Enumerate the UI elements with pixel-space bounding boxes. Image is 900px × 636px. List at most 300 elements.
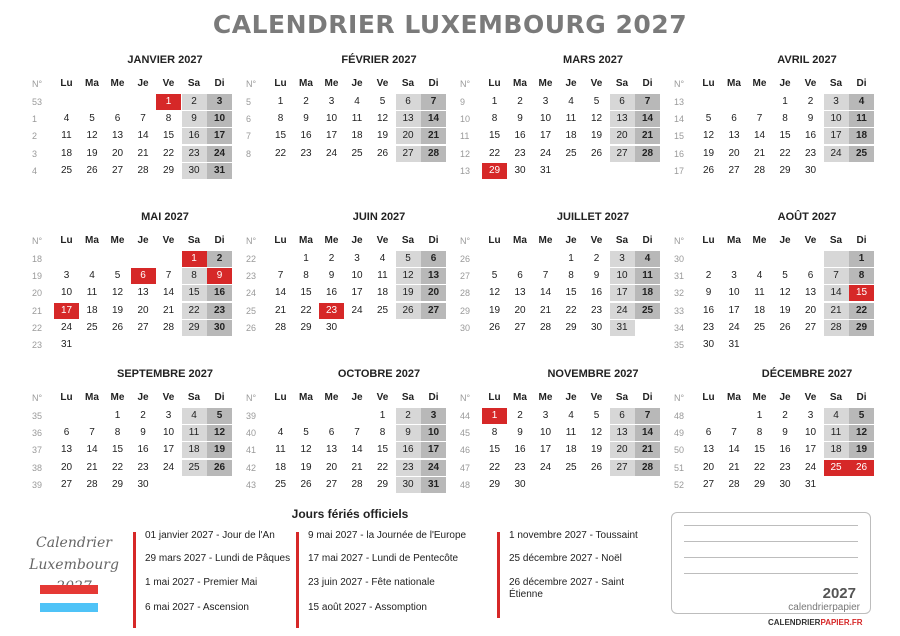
day-cell: 12 — [849, 425, 874, 441]
day-cell: 21 — [274, 304, 287, 316]
day-cell: 28 — [635, 146, 660, 162]
day-cell: 7 — [731, 427, 737, 439]
holiday-item: 01 janvier 2027 - Jour de l'An — [145, 530, 275, 541]
week-number: 48 — [674, 411, 685, 421]
day-cell: 28 — [162, 321, 175, 333]
day-cell: 10 — [207, 111, 232, 127]
day-cell: 20 — [137, 304, 149, 316]
empty-day-cell — [80, 408, 105, 424]
day-cell: 25 — [565, 147, 577, 159]
weekday-header: Je — [779, 235, 791, 246]
weekday-header: Ve — [590, 235, 603, 246]
empty-day-cell — [559, 163, 584, 179]
day-cell: 9 — [303, 113, 309, 125]
day-cell: 1 — [491, 96, 498, 107]
day-cell: 21 — [635, 442, 660, 458]
month-title: NOVEMBRE 2027 — [547, 368, 639, 380]
day-cell: 3 — [807, 410, 814, 421]
weekday-header: Sa — [401, 235, 415, 246]
day-cell: 22 — [488, 147, 501, 159]
day-cell: 2 — [328, 253, 335, 264]
week-number: 23 — [32, 340, 43, 350]
empty-day-cell — [80, 337, 105, 353]
day-cell: 5 — [207, 408, 232, 424]
day-cell: 5 — [593, 410, 600, 421]
day-cell: 29 — [565, 321, 577, 333]
day-cell: 19 — [111, 304, 124, 316]
day-cell: 29 — [753, 478, 766, 490]
day-cell: 17 — [539, 130, 552, 142]
week-number: 37 — [32, 445, 43, 456]
day-cell: 3 — [824, 94, 849, 110]
weekday-header: Ma — [299, 235, 313, 246]
day-cell: 5 — [849, 408, 874, 424]
week-number: 46 — [460, 445, 471, 456]
empty-day-cell — [635, 477, 660, 493]
week-number: 25 — [246, 305, 257, 316]
day-cell: 7 — [635, 94, 660, 110]
day-cell: 18 — [376, 287, 389, 299]
holiday-item: 9 mai 2027 - la Journée de l'Europe — [308, 530, 467, 541]
holiday-item: 29 mars 2027 - Lundi de Pâques — [145, 553, 291, 564]
note-line — [684, 525, 858, 526]
week-number: 35 — [32, 411, 43, 421]
day-cell: 21 — [753, 147, 766, 159]
month-title: DÉCEMBRE 2027 — [761, 368, 853, 380]
day-cell: 1 — [277, 96, 284, 107]
weekday-header: Lu — [274, 78, 287, 89]
week-number: 7 — [246, 131, 252, 142]
weekday-header: Je — [565, 392, 577, 403]
day-cell: 2 — [182, 94, 207, 110]
holiday-item: 6 mai 2027 - Ascension — [145, 602, 249, 613]
month-title: JUILLET 2027 — [556, 211, 630, 223]
week-number: 31 — [674, 271, 685, 282]
day-cell: 6 — [63, 427, 70, 439]
day-cell: 16 — [514, 444, 526, 456]
week-number: 21 — [32, 305, 43, 316]
week-number-header: N° — [246, 236, 257, 246]
day-cell: 25 — [376, 304, 389, 316]
day-cell: 5 — [396, 251, 421, 267]
month-title: SEPTEMBRE 2027 — [117, 368, 213, 380]
month-title: FÉVRIER 2027 — [341, 54, 417, 66]
day-cell: 3 — [421, 408, 446, 424]
weekday-header: Ma — [513, 392, 527, 403]
day-cell: 8 — [277, 113, 284, 125]
day-cell: 18 — [565, 444, 577, 456]
weekday-header: Lu — [488, 235, 501, 246]
day-cell: 15 — [488, 130, 501, 142]
empty-day-cell — [508, 251, 533, 267]
day-cell: 1 — [114, 410, 121, 421]
day-cell: 31 — [728, 339, 740, 350]
week-number: 27 — [460, 271, 471, 282]
day-cell: 23 — [514, 461, 526, 473]
week-number-header: N° — [32, 393, 43, 403]
day-cell: 28 — [274, 321, 287, 333]
day-cell: 11 — [351, 113, 363, 125]
day-cell: 2 — [517, 96, 523, 107]
day-cell: 12 — [702, 130, 715, 142]
week-number: 12 — [460, 148, 471, 159]
day-cell: 21 — [635, 128, 660, 144]
day-cell: 25 — [182, 460, 207, 476]
day-cell: 28 — [351, 478, 363, 490]
month-block — [460, 368, 660, 518]
empty-day-cell — [207, 337, 232, 353]
day-cell: 26 — [86, 164, 98, 176]
week-number-header: N° — [460, 236, 471, 246]
day-cell: 27 — [728, 164, 740, 176]
day-cell: 1 — [379, 410, 386, 421]
day-cell: 3 — [542, 410, 549, 421]
day-cell: 4 — [568, 410, 574, 421]
day-cell: 18 — [824, 442, 849, 458]
day-cell: 31 — [421, 477, 446, 493]
day-cell: 12 — [590, 113, 603, 125]
day-cell: 12 — [779, 287, 791, 299]
week-number: 24 — [246, 288, 257, 299]
day-cell: 15 — [162, 130, 175, 142]
day-cell: 30 — [779, 478, 791, 490]
weekday-header: Di — [214, 78, 225, 89]
holiday-item: 26 décembre 2027 - Saint Étienne — [509, 577, 625, 600]
day-cell: 31 — [60, 339, 73, 350]
day-cell: 22 — [753, 461, 766, 473]
day-cell: 28 — [137, 164, 149, 176]
empty-day-cell — [824, 163, 849, 179]
day-cell: 17 — [207, 128, 232, 144]
week-number-header: N° — [674, 236, 685, 246]
month-block — [674, 368, 874, 518]
empty-day-cell — [849, 163, 874, 179]
weekday-header: Di — [428, 78, 439, 89]
day-cell: 1 — [303, 253, 309, 264]
day-cell: 24 — [824, 146, 849, 162]
day-cell: 21 — [728, 461, 740, 473]
day-cell: 2 — [140, 410, 146, 421]
day-cell: 14 — [753, 130, 766, 142]
day-cell: 23 — [779, 461, 791, 473]
month-block — [32, 54, 232, 204]
day-cell: 6 — [610, 94, 635, 110]
month-block — [246, 368, 446, 518]
day-cell: 19 — [849, 442, 874, 458]
empty-day-cell — [268, 408, 293, 424]
day-cell: 13 — [60, 444, 73, 456]
day-cell: 8 — [568, 270, 574, 282]
day-cell: 25 — [86, 321, 98, 333]
weekday-header: Sa — [829, 235, 843, 246]
day-cell: 14 — [635, 425, 660, 441]
day-cell: 24 — [728, 321, 740, 333]
week-number: 15 — [674, 131, 685, 142]
day-cell: 20 — [111, 147, 124, 159]
weekday-header: Je — [137, 235, 149, 246]
day-cell: 30 — [702, 339, 715, 350]
day-cell: 12 — [488, 287, 501, 299]
flag-stripe-white — [40, 594, 98, 603]
day-cell: 14 — [728, 444, 740, 456]
day-cell: 7 — [824, 268, 849, 284]
day-cell: 22 — [162, 147, 175, 159]
day-cell: 10 — [539, 113, 552, 125]
day-cell: 19 — [488, 304, 501, 316]
weekday-header: Di — [214, 392, 225, 403]
empty-day-cell — [80, 94, 105, 110]
day-cell: 30 — [207, 320, 232, 336]
day-cell: 3 — [731, 270, 737, 282]
day-cell: 10 — [824, 111, 849, 127]
week-number: 26 — [460, 254, 471, 264]
day-cell: 15 — [274, 130, 287, 142]
weekday-header: Me — [538, 392, 553, 403]
day-cell: 22 — [111, 461, 124, 473]
day-cell: 16 — [804, 130, 817, 142]
day-cell: 17 — [54, 303, 79, 319]
weekday-header: Ve — [376, 78, 389, 89]
day-cell: 26 — [488, 321, 501, 333]
holiday-column-bar — [497, 532, 500, 618]
day-cell: 22 — [182, 303, 207, 319]
month-block — [674, 211, 874, 361]
empty-day-cell — [696, 408, 721, 424]
day-cell: 16 — [207, 285, 232, 301]
day-cell: 12 — [111, 287, 124, 299]
empty-day-cell — [345, 320, 370, 336]
weekday-header: Sa — [401, 78, 415, 89]
day-cell: 11 — [824, 425, 849, 441]
day-cell: 26 — [702, 164, 715, 176]
week-number: 8 — [246, 148, 252, 159]
week-number: 23 — [246, 271, 257, 282]
day-cell: 19 — [396, 285, 421, 301]
week-number: 1 — [32, 114, 38, 125]
empty-day-cell — [747, 337, 772, 353]
empty-day-cell — [849, 337, 874, 353]
weekday-header: Sa — [401, 392, 415, 403]
day-cell: 19 — [590, 444, 603, 456]
day-cell: 18 — [635, 285, 660, 301]
week-number-header: N° — [460, 79, 471, 89]
day-cell: 14 — [162, 287, 175, 299]
holiday-column-bar — [296, 532, 299, 628]
day-cell: 16 — [590, 287, 603, 299]
day-cell: 4 — [824, 408, 849, 424]
day-cell: 15 — [376, 444, 389, 456]
month-block — [246, 54, 446, 204]
day-cell: 21 — [351, 461, 363, 473]
empty-day-cell — [156, 251, 181, 267]
empty-day-cell — [54, 94, 79, 110]
day-cell: 4 — [277, 427, 284, 439]
empty-day-cell — [182, 477, 207, 493]
day-cell: 23 — [702, 321, 715, 333]
holidays-title: Jours fériés officiels — [291, 507, 409, 521]
weekday-header: Me — [752, 78, 767, 89]
day-cell: 6 — [114, 113, 121, 125]
weekday-header: Ma — [727, 392, 741, 403]
day-cell: 3 — [165, 410, 172, 421]
week-number: 17 — [674, 165, 685, 176]
day-cell: 30 — [137, 478, 149, 490]
day-cell: 20 — [728, 147, 740, 159]
day-cell: 9 — [517, 427, 523, 439]
day-cell: 14 — [421, 111, 446, 127]
day-cell: 10 — [162, 427, 175, 439]
day-cell: 5 — [114, 270, 121, 282]
brand-logo-red: PAPIER.FR — [820, 618, 863, 627]
day-cell: 20 — [325, 461, 338, 473]
day-cell: 1 — [568, 253, 574, 264]
day-cell: 24 — [207, 146, 232, 162]
month-title: AVRIL 2027 — [777, 54, 837, 66]
week-number: 43 — [246, 479, 257, 490]
weekday-header: Di — [856, 78, 867, 89]
weekday-header: Ma — [299, 78, 313, 89]
weekday-header: Je — [779, 392, 791, 403]
day-cell: 11 — [849, 111, 874, 127]
day-cell: 18 — [565, 130, 577, 142]
weekday-header: Lu — [274, 392, 287, 403]
day-cell: 26 — [849, 460, 874, 476]
empty-day-cell — [533, 477, 558, 493]
weekday-header: Lu — [702, 78, 715, 89]
day-cell: 24 — [539, 461, 552, 473]
day-cell: 4 — [756, 270, 763, 282]
day-cell: 8 — [165, 113, 172, 125]
day-cell: 26 — [590, 147, 603, 159]
weekday-header: Di — [428, 392, 439, 403]
day-cell: 27 — [137, 321, 149, 333]
day-cell: 16 — [325, 287, 338, 299]
day-cell: 15 — [849, 285, 874, 301]
day-cell: 27 — [702, 478, 715, 490]
day-cell: 5 — [89, 113, 95, 125]
day-cell: 23 — [319, 303, 344, 319]
empty-day-cell — [722, 408, 747, 424]
week-number: 22 — [246, 254, 257, 264]
note-line — [684, 541, 858, 542]
weekday-header: Sa — [187, 392, 201, 403]
week-number: 41 — [246, 445, 257, 456]
empty-day-cell — [773, 251, 798, 267]
day-cell: 28 — [421, 146, 446, 162]
weekday-header: Sa — [829, 78, 843, 89]
weekday-header: Ve — [162, 235, 175, 246]
weekday-header: Di — [856, 235, 867, 246]
week-number: 39 — [246, 411, 257, 421]
day-cell: 13 — [137, 287, 149, 299]
day-cell: 2 — [593, 253, 600, 264]
day-cell: 14 — [635, 111, 660, 127]
day-cell: 22 — [274, 147, 287, 159]
day-cell: 19 — [376, 130, 389, 142]
day-cell: 2 — [782, 410, 788, 421]
holiday-item: 1 mai 2027 - Premier Mai — [145, 577, 258, 588]
day-cell: 28 — [635, 460, 660, 476]
week-number: 50 — [674, 445, 685, 456]
day-cell: 10 — [421, 425, 446, 441]
day-cell: 10 — [60, 287, 73, 299]
weekday-header: Ma — [513, 78, 527, 89]
day-cell: 24 — [162, 461, 175, 473]
weekday-header: Ve — [590, 78, 603, 89]
day-cell: 29 — [779, 164, 791, 176]
day-cell: 24 — [60, 321, 73, 333]
day-cell: 2 — [705, 270, 712, 282]
weekday-header: Me — [110, 392, 125, 403]
week-number: 6 — [246, 114, 252, 125]
day-cell: 26 — [376, 147, 389, 159]
day-cell: 8 — [491, 113, 498, 125]
week-number: 44 — [460, 411, 471, 421]
day-cell: 13 — [702, 444, 715, 456]
weekday-header: Me — [110, 78, 125, 89]
empty-day-cell — [54, 408, 79, 424]
day-cell: 15 — [182, 285, 207, 301]
week-number: 30 — [674, 254, 685, 264]
week-number: 20 — [32, 288, 43, 299]
day-cell: 24 — [421, 460, 446, 476]
day-cell: 22 — [488, 461, 501, 473]
day-cell: 17 — [351, 287, 363, 299]
week-number: 22 — [32, 322, 43, 333]
day-cell: 29 — [376, 478, 389, 490]
day-cell: 8 — [114, 427, 121, 439]
empty-day-cell — [156, 477, 181, 493]
day-cell: 13 — [610, 111, 635, 127]
empty-day-cell — [105, 337, 130, 353]
day-cell: 11 — [565, 113, 577, 125]
day-cell: 17 — [804, 444, 817, 456]
day-cell: 20 — [610, 442, 635, 458]
day-cell: 23 — [182, 146, 207, 162]
day-cell: 15 — [111, 444, 124, 456]
day-cell: 5 — [379, 96, 386, 107]
weekday-header: Lu — [60, 78, 73, 89]
empty-day-cell — [824, 251, 849, 267]
day-cell: 21 — [137, 147, 149, 159]
weekday-header: Me — [752, 235, 767, 246]
empty-day-cell — [798, 337, 823, 353]
day-cell: 11 — [565, 427, 577, 439]
day-cell: 15 — [779, 130, 791, 142]
logo-line-2: Luxembourg — [29, 557, 119, 573]
day-cell: 31 — [207, 163, 232, 179]
weekday-header: Sa — [615, 235, 629, 246]
weekday-header: Me — [110, 235, 125, 246]
weekday-header: Di — [642, 78, 653, 89]
month-block — [460, 211, 660, 361]
weekday-header: Je — [137, 392, 149, 403]
day-cell: 20 — [396, 128, 421, 144]
day-cell: 17 — [824, 128, 849, 144]
day-cell: 7 — [635, 408, 660, 424]
day-cell: 14 — [539, 287, 552, 299]
day-cell: 14 — [824, 285, 849, 301]
week-number: 13 — [460, 165, 471, 176]
day-cell: 17 — [728, 304, 740, 316]
day-cell: 24 — [804, 461, 817, 473]
weekday-header: Ma — [85, 392, 99, 403]
day-cell: 14 — [137, 130, 149, 142]
day-cell: 9 — [705, 287, 712, 299]
day-cell: 4 — [849, 94, 874, 110]
day-cell: 5 — [705, 113, 712, 125]
day-cell: 6 — [328, 427, 335, 439]
